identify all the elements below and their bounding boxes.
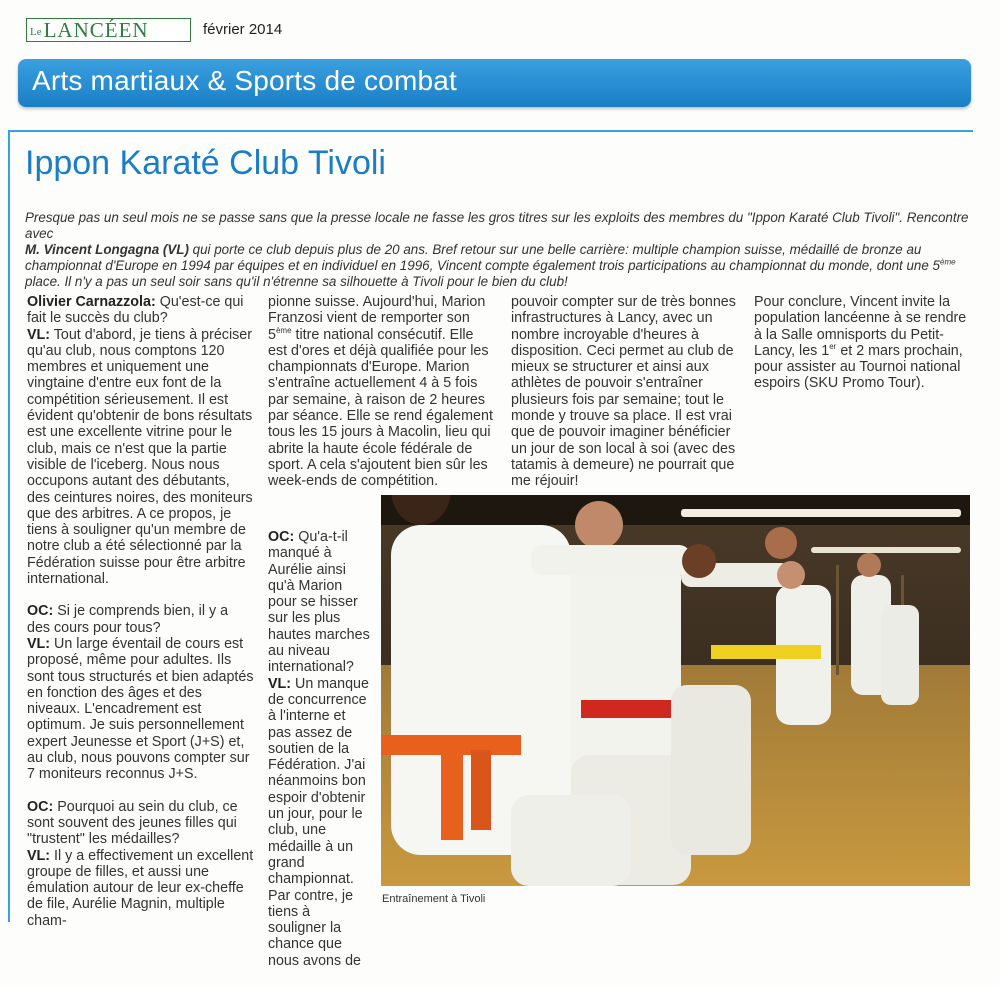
column-3	[511, 294, 739, 506]
speaker-label: Olivier Carnazzola:	[27, 294, 156, 310]
photo-caption: Entraînement à Tivoli	[382, 893, 486, 905]
issue-date: février 2014	[203, 21, 283, 38]
intro-interviewee: M. Vincent Longagna (VL)	[25, 242, 189, 257]
speaker-label: VL:	[27, 326, 51, 343]
body-text: pouvoir compter sur de très bonnes infrastructures à Lancy, avec un nombre incroyable d'heures à disposition. Ceci permet au club de mieux se structurer et ainsi aux athlètes de pouvoir s'entraîner plusieurs fois par semaine; tout le monde y trouve sa place. Il est vrai que de pouvoir imaginer bénéficier un jour de son local à soi (avec des tatamis à demeure) ne pourrait que me réjouir!	[511, 294, 736, 490]
speaker-label: VL:	[268, 675, 292, 692]
question-text: Qu'a-t-il manqué à Aurélie ainsi qu'à Marion pour se hisser sur les plus hautes marches au niveau international?	[268, 529, 370, 676]
column-2-narrow	[268, 529, 372, 985]
column-2	[268, 294, 496, 506]
body-text: pionne suisse. Aujourd'hui, Marion Franzosi vient de remporter son 5	[268, 294, 486, 343]
section-title: Arts martiaux & Sports de combat	[32, 65, 458, 96]
body-text: et 2 mars prochain, pour assister au Tournoi national espoirs (SKU Promo Tour).	[754, 342, 963, 392]
speaker-label: OC:	[268, 529, 295, 545]
body-text: Pour conclure, Vincent invite la population lancéenne à se rendre à la Salle omnisports du Petit-Lancy, les 1	[754, 294, 967, 359]
karate-photo-illustration	[381, 495, 970, 886]
logo-prefix: Le	[30, 26, 42, 38]
answer-text: Un manque de concurrence à l'interne et pas assez de soutien de la Fédération. J'ai néanmoins bon espoir d'obtenir un jour, pour le club, une médaille à un grand championnat. Par contre, je tiens à souligner la chance que nous avons de	[268, 675, 369, 969]
intro-text-1: Presque pas un seul mois ne se passe sans que la presse locale ne fasse les gros titres sur les exploits des membres du "Ippon Karaté Club Tivoli". Rencontre avec	[25, 210, 969, 241]
question-text: Pourquoi au sein du club, ce sont souvent des jeunes filles qui "trustent" les médailles?	[27, 798, 238, 848]
speaker-label: VL:	[27, 635, 51, 652]
superscript: er	[829, 342, 837, 352]
question-text: Si je comprends bien, il y a des cours pour tous?	[27, 603, 229, 636]
question-text: Qu'est-ce qui fait le succès du club?	[27, 294, 244, 327]
publication-logo	[26, 18, 191, 42]
intro-sup: ème	[940, 257, 956, 267]
speaker-label: OC:	[27, 798, 54, 815]
answer-text: Un large éventail de cours est proposé, même pour adultes. Ils sont tous structurés et bien adaptés en fonction des âges et des niveaux. L'encadrement est optimum. Je suis personnellement expert Jeunesse et Sport (J+S) et, au club, nous pouvons compter sur 7 moniteurs reconnus J+S.	[27, 635, 254, 783]
answer-text: Il y a effectivement un excellent groupe de filles, et aussi une émulation autour de leur ex-cheffe de file, Aurélie Magnin, multiple cham-	[27, 847, 254, 929]
speaker-label: VL:	[27, 847, 51, 864]
superscript: ème	[275, 325, 292, 335]
speaker-label: OC:	[27, 603, 54, 620]
intro-text-3: place. Il n'y a pas un seul soir sans qu'il n'étrenne sa silhouette à Tivoli pour le bien du club!	[25, 274, 568, 289]
column-4	[754, 294, 974, 408]
body-text: titre national consécutif. Elle est d'ores et déjà qualifiée pour les championnats d'Europe. Marion s'entraîne actuellement 4 à 5 fois par semaine, à raison de 2 heures par séance. Elle se rend également tous les 15 jours à Macolin, lieu qui abrite la haute école fédérale de sport. A cela s'ajoutent bien sûr les week-ends de compétition.	[268, 326, 493, 490]
article-intro	[25, 210, 975, 290]
answer-text: Tout d'abord, je tiens à préciser qu'au club, nous comptons 120 membres et uniquement une vingtaine d'entre eux font de la compétition sérieusement. Il est évident qu'obtenir de bons résultats est une excellente vitrine pour le club, mais ce n'est que la partie visible de l'iceberg. Nous nous occupons autant des débutants, des ceintures noires, des moniteurs que des arbitres. A ce propos, je tiens à souligner qu'un membre de notre club a été sélectionné par la Fédération suisse pour être arbitre international.	[27, 326, 253, 588]
section-banner	[18, 59, 971, 107]
logo-name: LANCÉEN	[43, 18, 149, 42]
article-title: Ippon Karaté Club Tivoli	[25, 144, 386, 182]
column-1	[27, 294, 255, 945]
intro-text-2: qui porte ce club depuis plus de 20 ans. Bref retour sur une belle carrière: multiple champion suisse, médaillé de bronze au championnat d'Europe en 1994 par équipes et en individuel en 1996, Vincent compte également trois participations au championnat du monde, dont une 5	[25, 242, 940, 273]
karate-training-photo	[381, 495, 970, 886]
